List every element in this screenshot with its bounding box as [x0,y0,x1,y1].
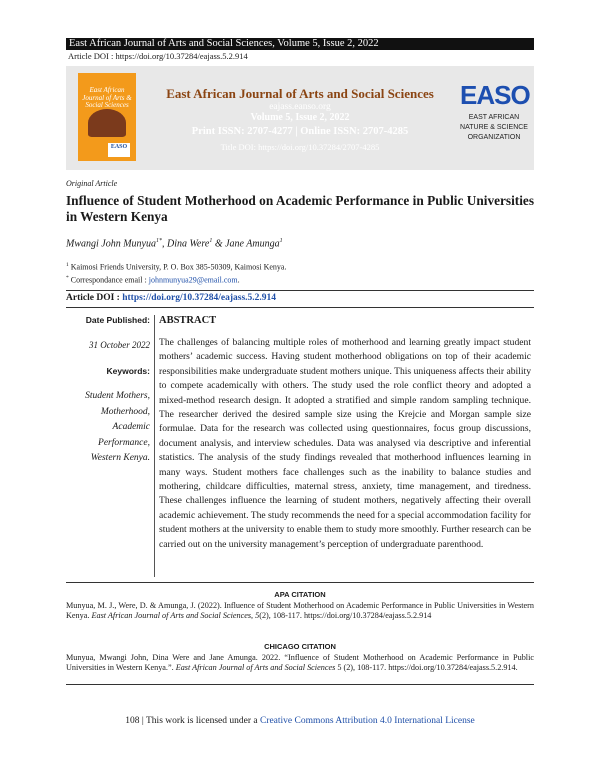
article-title: Influence of Student Motherhood on Academic Performance in Public Universities in Western Kenya [66,193,534,224]
article-type: Original Article [66,179,118,188]
affiliations [66,260,286,285]
keyword: Motherhood, [100,406,150,417]
organization-name: EAST AFRICAN NATURE & SCIENCE ORGANIZATION [460,114,528,141]
cover-logo: EASO [108,143,130,157]
correspondence-sup: * [66,274,69,281]
banner-journal-title: East African Journal of Arts and Social Sciences [166,86,434,101]
keyword: Academic [112,422,150,432]
chicago-citation-text: Munyua, Mwangi John, Dina Were and Jane Amunga. 2022. “Influence of Student Motherhood on Academic Performance in Public Universities in Western Kenya.”. [66,653,534,672]
banner-volume: Volume 5, Issue 2, 2022 [250,112,350,123]
keywords-list [66,389,150,467]
divider [66,684,534,685]
license-link[interactable]: Creative Commons Attribution 4.0 International License [259,716,475,726]
column-divider [154,315,155,577]
apa-citation-text: Munyua, M. J., Were, D. & Amunga, J. (2022). Influence of Student Motherhood on Academic Performance in Public Universities in Western Kenya. [66,601,534,620]
date-published-label [66,315,150,325]
author-sup: 1* [156,238,162,244]
easo-logo: EASO [460,80,530,110]
affiliation-line [66,260,286,273]
cover-artwork [88,109,126,137]
divider [66,582,534,583]
author-sup: 1 [209,238,213,244]
author-name: Dina Were [167,238,210,250]
keyword: Western Kenya. [90,453,150,463]
affiliation-text: Kaimosi Friends University, P. O. Box 385-50309, Kaimosi Kenya. [70,262,287,272]
banner-issn: Print ISSN: 2707-4277 | Online ISSN: 2707-4285 [191,126,409,137]
journal-header-text: East African Journal of Arts and Social Sciences, Volume 5, Issue 2, 2022 [69,38,379,49]
page-footer [66,716,534,726]
banner-site[interactable]: eajass.eanso.org [269,102,331,112]
keyword: Performance, [98,437,150,448]
journal-cover-image [78,73,136,161]
abstract-text: The challenges of balancing multiple roles of motherhood and learning greatly impact student mothers’ academic success. Having student motherhood obligations on top of their academic responsibilities make undergraduate student mothers unique. This uniqueness affects their ability to compete academically with others. The study used the role conflict theory and adopted a mixed-method research design. It adopted a stratified and simple random sampling technique. The researcher derived the desired sample size using the Krejcie and Morgan sample size formulae. Data for the research was collected using questionnaires, focus group discussions, document analysis, and interview schedules. Data was analysed via descriptive and inferential statistics. The analysis of the study findings revealed that motherhood influences learning in many ways. Student mothers face challenges such as the inability to balance studies and mothering, childcare difficulties, maternal stress, anxiety, time management, and tiredness. These challenges influence the learning of student mothers, negatively affecting their overall academic achievement. The study recommends the need for a special accommodation facility for student mothers at the university to enable them to study more smoothly. Further research can be carried out on the university management’s perception of undergraduate parenthood. [159,337,531,550]
chicago-pages-doi: 5 (2), 108-117. https://doi.org/10.37284/eajass.5.2.914. [335,663,518,672]
chicago-citation-heading: CHICAGO CITATION [264,642,336,651]
apa-citation-heading: APA CITATION [274,590,326,599]
apa-volume: 5 [255,611,260,620]
divider [66,290,534,291]
author-sup: 1 [279,238,283,244]
author-list [66,238,283,249]
author-separator: , [162,238,167,250]
chicago-citation [66,653,534,673]
apa-citation [66,601,534,621]
correspondence-line: * Correspondance email : johnmunyua29@email.com. [66,274,240,285]
affiliation-sup: 1 [66,262,69,268]
page-number: 108 [125,716,140,726]
license-prefix: | This work is licensed under a [139,716,260,726]
banner-title-doi[interactable]: Title DOI: https://doi.org/10.37284/2707-4285 [220,142,380,152]
article-doi-label: Article DOI : [66,293,123,303]
apa-journal: East African Journal of Arts and Social Sciences [91,611,252,620]
article-doi-header: Article DOI : https://doi.org/10.37284/eajass.5.2.914 [68,51,248,61]
keywords-label-text: Keywords: [106,366,150,376]
journal-header-bar [66,38,534,50]
abstract-heading: ABSTRACT [159,315,217,326]
article-doi-link[interactable]: https://doi.org/10.37284/eajass.5.2.914 [122,293,277,303]
apa-sep: , [251,611,256,620]
apa-pages-doi: (2), 108-117. https://doi.org/10.37284/eajass.5.2.914 [259,611,432,620]
date-label-text: Date Published: [85,315,150,325]
keywords-label [66,366,150,376]
keyword: Student Mothers, [85,391,150,401]
correspondence-email-link[interactable]: johnmunyua29@email.com [148,275,238,285]
author-separator: & [212,238,226,250]
author-name: Mwangi John Munyua [66,238,156,250]
divider [66,307,534,308]
correspondence-label: Correspondance email : [70,275,149,285]
cover-title: East African Journal of Arts & Social Sciences [82,86,132,109]
article-doi [66,293,276,303]
date-published-value: 31 October 2022 [89,340,150,350]
chicago-journal: East African Journal of Arts and Social Sciences [175,663,336,672]
author-name: Jane Amunga [225,238,280,250]
